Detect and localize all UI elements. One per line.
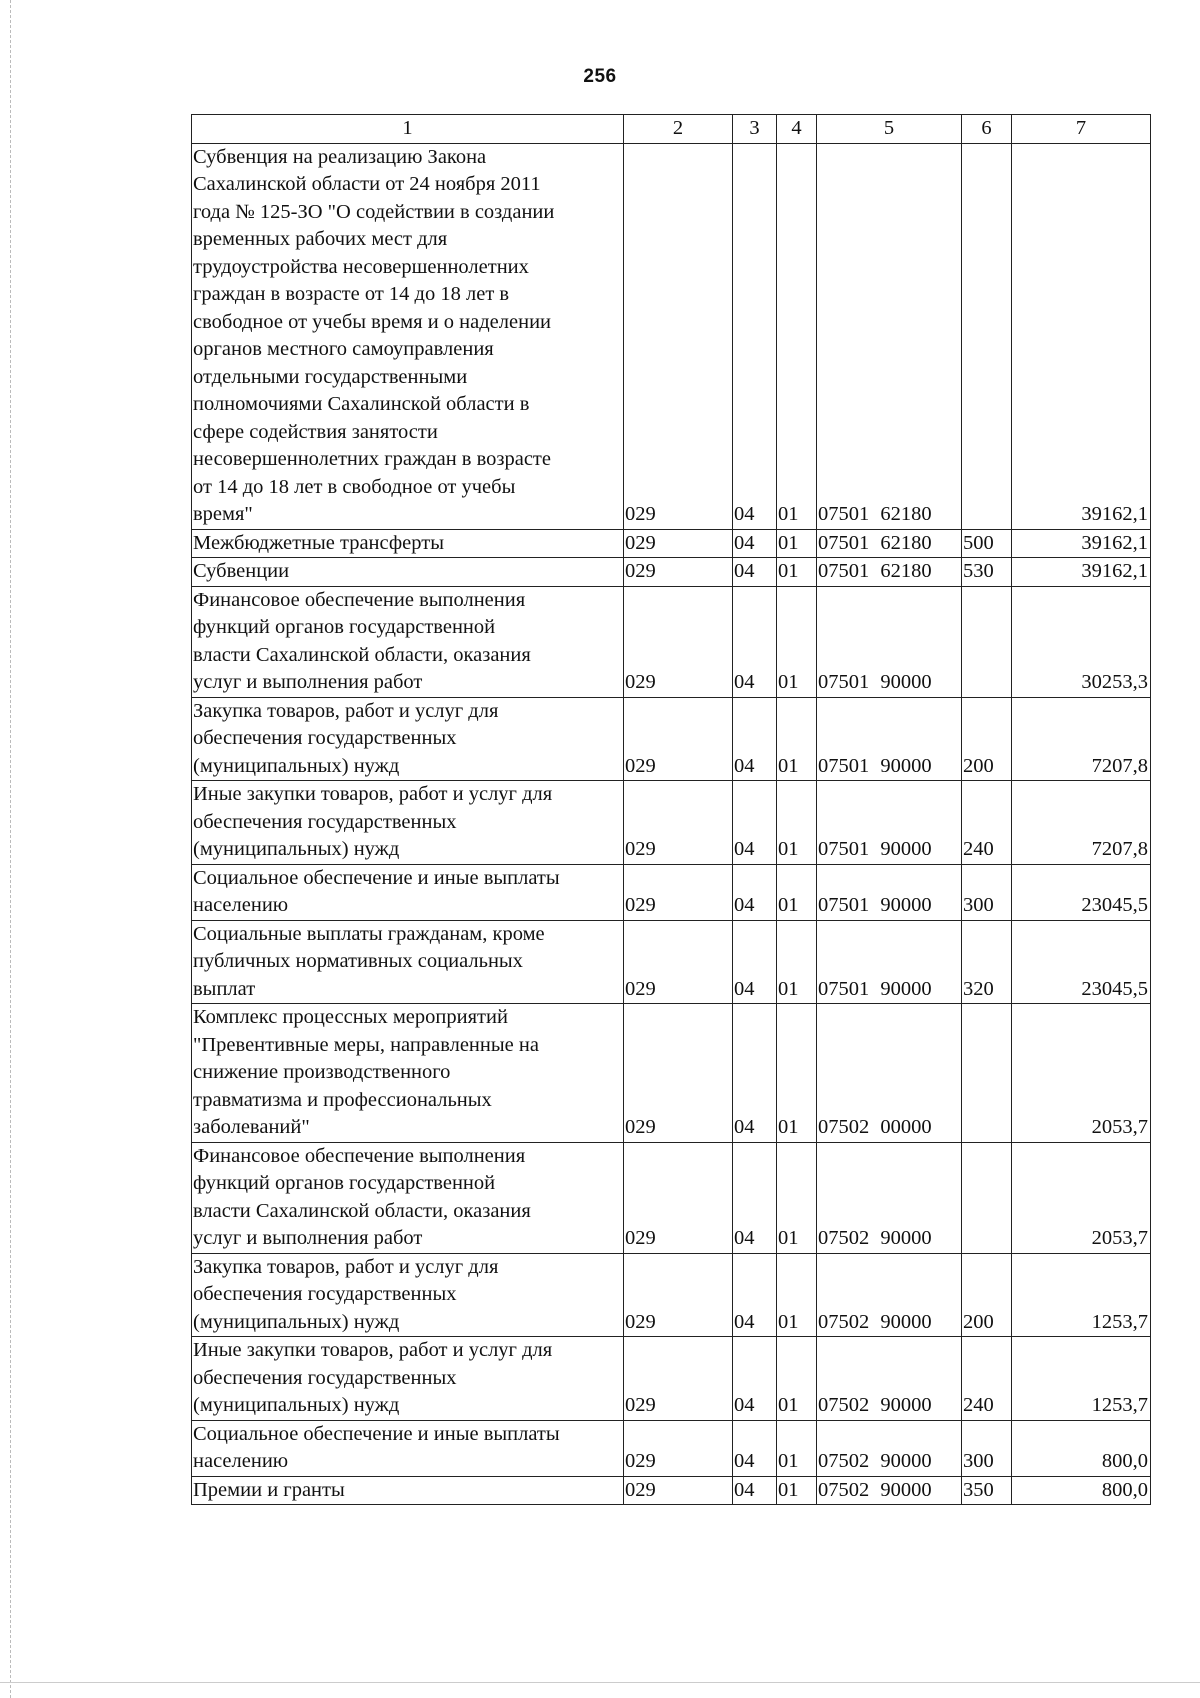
row-target-article-cell: 07502 00000 [817,1004,962,1143]
row-ministry-code-cell: 029 [624,143,733,529]
row-section-cell: 04 [733,1337,777,1421]
row-section-cell: 04 [733,529,777,558]
header-cell-2: 2 [624,115,733,144]
table-row [192,920,1151,1004]
row-ministry-code-cell: 029 [624,1337,733,1421]
row-target-article-cell: 07502 90000 [817,1420,962,1476]
row-expense-type-cell [962,143,1012,529]
row-section-cell: 04 [733,697,777,781]
row-section-cell: 04 [733,143,777,529]
row-target-article-cell: 07502 90000 [817,1476,962,1505]
row-target-article-cell: 07501 90000 [817,697,962,781]
row-ministry-code-cell: 029 [624,558,733,587]
table-row [192,143,1151,529]
row-name-cell: Финансовое обеспечение выполнения функций органов государственной власти Сахалинской области, оказания услуг и выполнения работ [192,586,624,697]
row-name-cell: Комплекс процессных мероприятий "Превентивные меры, направленные на снижение производственного травматизма и профессиональных заболеваний" [192,1004,624,1143]
row-target-article-cell: 07501 62180 [817,558,962,587]
row-section-cell: 04 [733,920,777,1004]
row-section-cell: 04 [733,1142,777,1253]
table-row [192,529,1151,558]
row-name-cell: Социальное обеспечение и иные выплаты населению [192,864,624,920]
row-ministry-code-cell: 029 [624,1420,733,1476]
row-subsection-cell: 01 [777,1142,817,1253]
row-amount-cell: 1253,7 [1012,1337,1151,1421]
row-section-cell: 04 [733,558,777,587]
row-expense-type-cell [962,1142,1012,1253]
row-expense-type-cell: 350 [962,1476,1012,1505]
row-name-cell: Финансовое обеспечение выполнения функций органов государственной власти Сахалинской области, оказания услуг и выполнения работ [192,1142,624,1253]
page-number: 256 [583,66,617,87]
row-target-article-cell: 07501 62180 [817,529,962,558]
row-section-cell: 04 [733,1004,777,1143]
row-expense-type-cell: 200 [962,697,1012,781]
row-amount-cell: 23045,5 [1012,864,1151,920]
row-amount-cell: 7207,8 [1012,781,1151,865]
header-cell-1: 1 [192,115,624,144]
row-subsection-cell: 01 [777,920,817,1004]
header-cell-3: 3 [733,115,777,144]
row-name-cell: Закупка товаров, работ и услуг для обеспечения государственных (муниципальных) нужд [192,1253,624,1337]
row-name-cell: Премии и гранты [192,1476,624,1505]
row-target-article-cell: 07501 90000 [817,920,962,1004]
row-amount-cell: 1253,7 [1012,1253,1151,1337]
row-expense-type-cell: 240 [962,1337,1012,1421]
row-target-article-cell: 07501 90000 [817,864,962,920]
row-subsection-cell: 01 [777,558,817,587]
row-ministry-code-cell: 029 [624,529,733,558]
row-name-cell: Социальное обеспечение и иные выплаты населению [192,1420,624,1476]
row-name-cell: Субвенции [192,558,624,587]
budget-table [191,114,1151,1505]
header-cell-5: 5 [817,115,962,144]
table-row [192,1420,1151,1476]
row-subsection-cell: 01 [777,529,817,558]
row-name-cell: Иные закупки товаров, работ и услуг для обеспечения государственных (муниципальных) нужд [192,781,624,865]
table-row [192,864,1151,920]
row-section-cell: 04 [733,1253,777,1337]
row-amount-cell: 2053,7 [1012,1004,1151,1143]
row-amount-cell: 800,0 [1012,1420,1151,1476]
scan-margin-line [10,0,11,1698]
row-target-article-cell: 07502 90000 [817,1142,962,1253]
row-subsection-cell: 01 [777,1253,817,1337]
table-row [192,1004,1151,1143]
row-amount-cell: 39162,1 [1012,143,1151,529]
row-ministry-code-cell: 029 [624,781,733,865]
row-name-cell: Субвенция на реализацию Закона Сахалинской области от 24 ноября 2011 года № 125-ЗО "О содействии в создании временных рабочих мест для трудоустройства несовершеннолетних граждан в возрасте от 14 до 18 лет в свободное от учебы время и о наделении органов местного самоуправления отдельными государственными полномочиями Сахалинской области в сфере содействия занятости несовершеннолетних граждан в возрасте от 14 до 18 лет в свободное от учебы время" [192,143,624,529]
row-expense-type-cell: 500 [962,529,1012,558]
row-subsection-cell: 01 [777,1420,817,1476]
row-expense-type-cell: 530 [962,558,1012,587]
row-subsection-cell: 01 [777,143,817,529]
row-target-article-cell: 07502 90000 [817,1337,962,1421]
row-name-cell: Социальные выплаты гражданам, кроме публичных нормативных социальных выплат [192,920,624,1004]
row-target-article-cell: 07501 90000 [817,781,962,865]
table-row [192,1337,1151,1421]
row-amount-cell: 7207,8 [1012,697,1151,781]
row-subsection-cell: 01 [777,1337,817,1421]
row-amount-cell: 800,0 [1012,1476,1151,1505]
row-subsection-cell: 01 [777,864,817,920]
row-subsection-cell: 01 [777,1476,817,1505]
row-target-article-cell: 07501 90000 [817,586,962,697]
row-ministry-code-cell: 029 [624,1476,733,1505]
row-target-article-cell: 07501 62180 [817,143,962,529]
row-section-cell: 04 [733,1420,777,1476]
row-ministry-code-cell: 029 [624,586,733,697]
table-row [192,697,1151,781]
row-ministry-code-cell: 029 [624,920,733,1004]
row-target-article-cell: 07502 90000 [817,1253,962,1337]
row-amount-cell: 39162,1 [1012,558,1151,587]
row-amount-cell: 23045,5 [1012,920,1151,1004]
header-cell-7: 7 [1012,115,1151,144]
row-expense-type-cell: 240 [962,781,1012,865]
row-ministry-code-cell: 029 [624,697,733,781]
row-name-cell: Закупка товаров, работ и услуг для обеспечения государственных (муниципальных) нужд [192,697,624,781]
row-ministry-code-cell: 029 [624,1142,733,1253]
row-ministry-code-cell: 029 [624,864,733,920]
row-amount-cell: 39162,1 [1012,529,1151,558]
row-expense-type-cell: 300 [962,864,1012,920]
row-name-cell: Межбюджетные трансферты [192,529,624,558]
table-row [192,1142,1151,1253]
header-cell-4: 4 [777,115,817,144]
row-name-cell: Иные закупки товаров, работ и услуг для обеспечения государственных (муниципальных) нужд [192,1337,624,1421]
row-subsection-cell: 01 [777,697,817,781]
scan-bottom-line [0,1682,1200,1683]
table-row [192,1253,1151,1337]
row-section-cell: 04 [733,586,777,697]
table-row [192,558,1151,587]
row-amount-cell: 2053,7 [1012,1142,1151,1253]
row-expense-type-cell [962,1004,1012,1143]
table-row [192,1476,1151,1505]
row-subsection-cell: 01 [777,781,817,865]
table-row [192,586,1151,697]
row-amount-cell: 30253,3 [1012,586,1151,697]
row-expense-type-cell [962,586,1012,697]
row-section-cell: 04 [733,1476,777,1505]
row-subsection-cell: 01 [777,586,817,697]
row-section-cell: 04 [733,781,777,865]
table-header-row [192,115,1151,144]
row-expense-type-cell: 300 [962,1420,1012,1476]
row-expense-type-cell: 320 [962,920,1012,1004]
row-subsection-cell: 01 [777,1004,817,1143]
header-cell-6: 6 [962,115,1012,144]
row-ministry-code-cell: 029 [624,1004,733,1143]
row-expense-type-cell: 200 [962,1253,1012,1337]
row-section-cell: 04 [733,864,777,920]
table-row [192,781,1151,865]
row-ministry-code-cell: 029 [624,1253,733,1337]
